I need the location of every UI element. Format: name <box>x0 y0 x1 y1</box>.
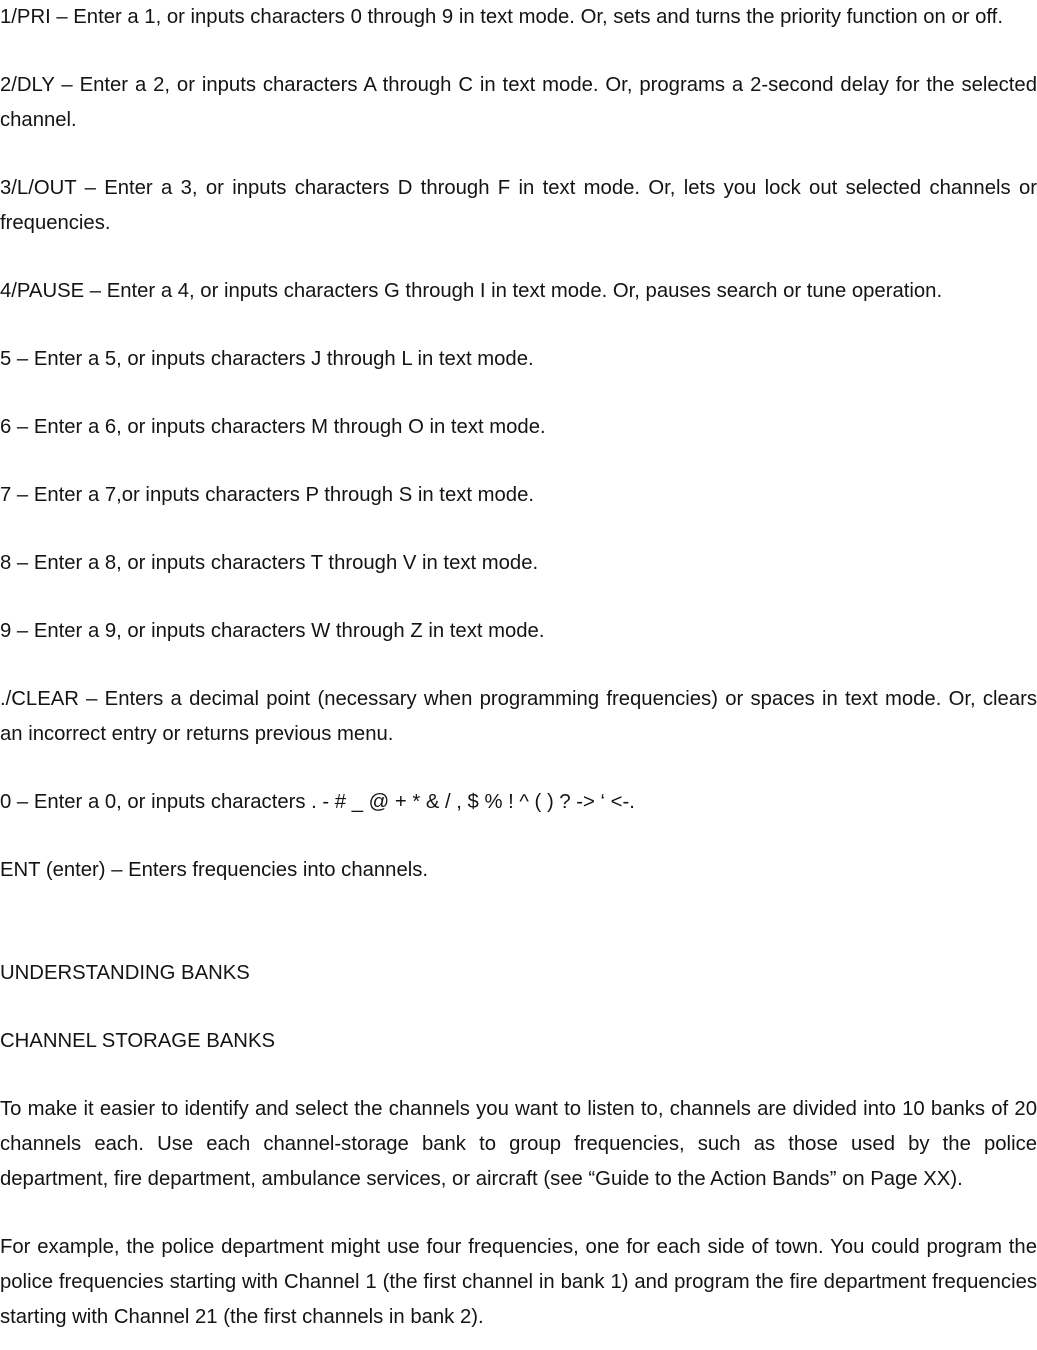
key-description-clear: ./CLEAR – Enters a decimal point (necessary when programming frequencies) or spaces in text mode. Or, clears an incorrect entry or returns previous menu. <box>0 688 1037 745</box>
banks-paragraph-2: For example, the police department might use four frequencies, one for each side of town. You could program the police frequencies starting with Channel 1 (the first channel in bank 1) and program the fire department frequencies starting with Channel 21 (the first channels in bank 2). <box>0 1236 1037 1328</box>
key-description-0: 0 – Enter a 0, or inputs characters . - # _ @ + * & / , $ % ! ^ ( ) ? -> ‘ <-. <box>0 791 635 813</box>
key-description-7: 7 – Enter a 7,or inputs characters P through S in text mode. <box>0 484 534 506</box>
key-description-1-pri: 1/PRI – Enter a 1, or inputs characters 0 through 9 in text mode. Or, sets and turns the priority function on or off. <box>0 6 1003 28</box>
key-description-2-dly: 2/DLY – Enter a 2, or inputs characters A through C in text mode. Or, programs a 2-second delay for the selected channel. <box>0 74 1037 131</box>
subsection-heading: CHANNEL STORAGE BANKS <box>0 1030 275 1052</box>
key-description-8: 8 – Enter a 8, or inputs characters T through V in text mode. <box>0 552 539 574</box>
section-heading: UNDERSTANDING BANKS <box>0 962 250 984</box>
key-description-6: 6 – Enter a 6, or inputs characters M through O in text mode. <box>0 416 546 438</box>
key-description-5: 5 – Enter a 5, or inputs characters J through L in text mode. <box>0 348 534 370</box>
key-description-4-pause: 4/PAUSE – Enter a 4, or inputs characters G through I in text mode. Or, pauses search or tune operation. <box>0 280 943 302</box>
key-description-9: 9 – Enter a 9, or inputs characters W through Z in text mode. <box>0 620 545 642</box>
key-description-ent: ENT (enter) – Enters frequencies into channels. <box>0 859 429 881</box>
banks-paragraph-1: To make it easier to identify and select the channels you want to listen to, channels are divided into 10 banks of 20 channels each. Use each channel-storage bank to group frequencies, such as those used by the police department, fire department, ambulance services, or aircraft (see “Guide to the Action Bands” on Page XX). <box>0 1098 1037 1190</box>
key-description-3-lout: 3/L/OUT – Enter a 3, or inputs characters D through F in text mode. Or, lets you lock out selected channels or frequencies. <box>0 177 1037 234</box>
